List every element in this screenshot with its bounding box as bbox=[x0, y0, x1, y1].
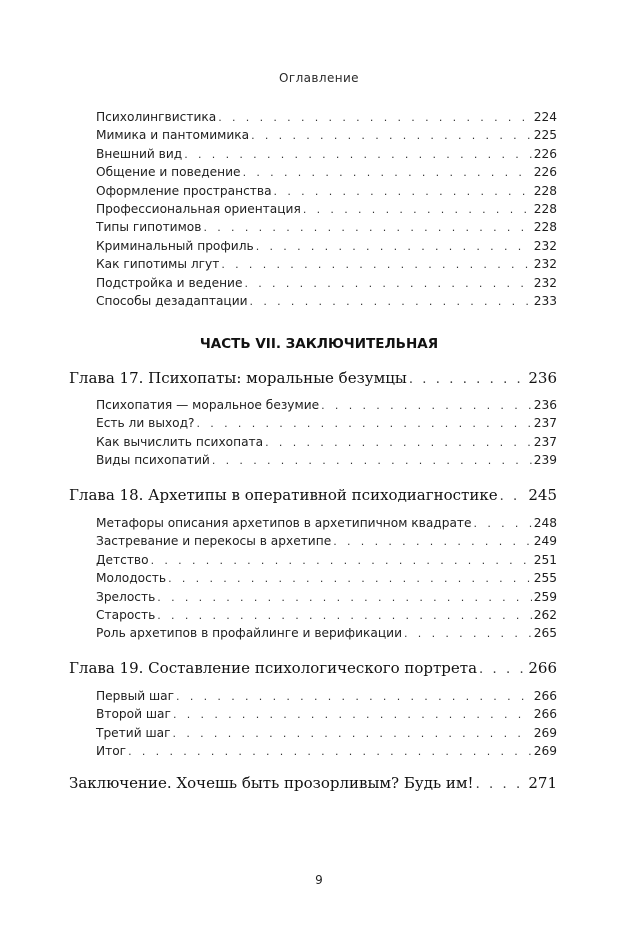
toc-entry-title: Психолингвистика bbox=[96, 110, 217, 124]
toc-entry[interactable] bbox=[96, 624, 557, 642]
dot-leader bbox=[333, 533, 532, 551]
toc-entry-title: Виды психопатий bbox=[96, 453, 210, 468]
page-number: 9 bbox=[315, 873, 323, 887]
toc-entry[interactable] bbox=[96, 237, 557, 255]
dot-leader bbox=[243, 164, 532, 182]
toc-entry-page: 226 bbox=[533, 165, 557, 180]
toc-chapter-17[interactable] bbox=[69, 367, 557, 389]
toc-entry-title: Детство bbox=[96, 552, 149, 567]
part-heading: ЧАСТЬ VII. ЗАКЛЮЧИТЕЛЬНАЯ bbox=[199, 336, 439, 352]
toc-entry-title: Подстройка и ведение bbox=[96, 275, 243, 290]
dot-leader bbox=[500, 486, 527, 508]
toc-entry[interactable] bbox=[96, 687, 557, 705]
chapter-page: 236 bbox=[528, 369, 557, 387]
toc-entry[interactable] bbox=[96, 569, 557, 587]
running-title: Оглавление bbox=[279, 71, 359, 85]
toc-entry-page: 237 bbox=[533, 434, 557, 449]
dot-leader bbox=[321, 397, 532, 415]
dot-leader bbox=[203, 219, 531, 237]
toc-entry-page: 239 bbox=[533, 453, 557, 468]
chapter-18-sections bbox=[96, 514, 557, 643]
toc-entry[interactable] bbox=[96, 551, 557, 569]
toc-entry-title: Итог bbox=[96, 744, 127, 759]
toc-entry[interactable] bbox=[96, 396, 557, 414]
toc-entry[interactable] bbox=[96, 200, 557, 218]
toc-chapter-19[interactable] bbox=[69, 657, 557, 679]
toc-entry-page: 232 bbox=[533, 275, 557, 290]
toc-entry-title: Второй шаг bbox=[96, 707, 171, 722]
toc-entry[interactable] bbox=[96, 218, 557, 236]
toc-entry-page: 255 bbox=[533, 571, 557, 586]
toc-entry[interactable] bbox=[96, 451, 557, 469]
chapter-19-sections bbox=[96, 687, 557, 761]
dot-leader bbox=[303, 201, 532, 219]
toc-entry-title: Старость bbox=[96, 607, 156, 622]
toc-entry-page: 224 bbox=[533, 110, 557, 124]
dot-leader bbox=[274, 183, 532, 201]
toc-entry[interactable] bbox=[96, 163, 557, 181]
toc-entry-page: 248 bbox=[533, 516, 557, 530]
toc-entry[interactable] bbox=[96, 724, 557, 742]
conclusion-title: Заключение. Хочешь быть прозорливым? Будь им! bbox=[69, 774, 474, 792]
toc-entry-page: 226 bbox=[533, 146, 557, 161]
toc-entry[interactable] bbox=[96, 705, 557, 723]
dot-leader bbox=[476, 774, 527, 796]
toc-entry-page: 249 bbox=[533, 534, 557, 549]
chapter-17-sections bbox=[96, 396, 557, 470]
toc-entry-title: Как гипотимы лгут bbox=[96, 257, 220, 272]
toc-entry-title: Молодость bbox=[96, 571, 167, 586]
dot-leader bbox=[221, 256, 531, 274]
toc-entry-title: Общение и поведение bbox=[96, 165, 241, 180]
toc-entry[interactable] bbox=[96, 182, 557, 200]
toc-section-list bbox=[96, 108, 557, 310]
toc-entry-title: Способы дезадаптации bbox=[96, 293, 248, 308]
toc-entry[interactable] bbox=[96, 532, 557, 550]
dot-leader bbox=[173, 725, 532, 743]
dot-leader bbox=[212, 452, 532, 470]
dot-leader bbox=[474, 515, 532, 533]
dot-leader bbox=[168, 570, 532, 588]
toc-entry-page: 233 bbox=[533, 293, 557, 308]
toc-entry-page: 266 bbox=[533, 689, 557, 703]
toc-entry-title: Профессиональная ориентация bbox=[96, 201, 301, 216]
toc-entry[interactable] bbox=[96, 433, 557, 451]
toc-entry-title: Психопатия — моральное безумие bbox=[96, 398, 320, 412]
dot-leader bbox=[157, 589, 531, 607]
toc-entry-page: 232 bbox=[533, 238, 557, 253]
dot-leader bbox=[197, 415, 532, 433]
toc-entry[interactable] bbox=[96, 514, 557, 532]
toc-entry-page: 228 bbox=[533, 220, 557, 235]
toc-entry-title: Третий шаг bbox=[96, 725, 171, 740]
toc-entry-title: Первый шаг bbox=[96, 689, 175, 703]
toc-entry-page: 232 bbox=[533, 257, 557, 272]
toc-entry-title: Застревание и перекосы в архетипе bbox=[96, 534, 332, 549]
dot-leader bbox=[244, 275, 531, 293]
toc-entry[interactable] bbox=[96, 274, 557, 292]
chapter-title: Глава 19. Составление психологического портрета bbox=[69, 659, 478, 677]
toc-entry-page: 269 bbox=[533, 744, 557, 759]
dot-leader bbox=[128, 743, 532, 761]
toc-entry-title: Мимика и пантомимика bbox=[96, 128, 250, 143]
toc-entry-page: 266 bbox=[533, 707, 557, 722]
toc-entry[interactable] bbox=[96, 292, 557, 310]
dot-leader bbox=[218, 109, 532, 127]
toc-entry-page: 259 bbox=[533, 589, 557, 604]
toc-entry[interactable] bbox=[96, 126, 557, 144]
toc-entry[interactable] bbox=[96, 255, 557, 273]
toc-entry-page: 236 bbox=[533, 398, 557, 412]
chapter-page: 245 bbox=[528, 486, 557, 504]
toc-entry[interactable] bbox=[96, 145, 557, 163]
toc-entry-title: Оформление пространства bbox=[96, 183, 272, 198]
toc-entry-page: 225 bbox=[533, 128, 557, 143]
conclusion-page: 271 bbox=[528, 774, 557, 792]
toc-entry-page: 265 bbox=[533, 626, 557, 641]
toc-entry-title: Роль архетипов в профайлинге и верификации bbox=[96, 626, 402, 641]
toc-entry-page: 228 bbox=[533, 201, 557, 216]
toc-entry-page: 237 bbox=[533, 416, 557, 431]
toc-entry[interactable] bbox=[96, 414, 557, 432]
dot-leader bbox=[250, 293, 532, 311]
toc-entry-title: Зрелость bbox=[96, 589, 156, 604]
dot-leader bbox=[265, 434, 532, 452]
chapter-title: Глава 18. Архетипы в оперативной психодиагностике bbox=[69, 486, 498, 504]
toc-entry[interactable] bbox=[96, 606, 557, 624]
dot-leader bbox=[409, 369, 527, 391]
toc-entry-title: Криминальный профиль bbox=[96, 238, 254, 253]
chapter-page: 266 bbox=[528, 659, 557, 677]
toc-entry[interactable] bbox=[96, 742, 557, 760]
dot-leader bbox=[404, 625, 532, 643]
dot-leader bbox=[256, 238, 532, 256]
toc-entry-page: 262 bbox=[533, 607, 557, 622]
toc-entry-page: 269 bbox=[533, 725, 557, 740]
toc-entry-title: Внешний вид bbox=[96, 146, 183, 161]
dot-leader bbox=[157, 607, 531, 625]
toc-entry-page: 251 bbox=[533, 552, 557, 567]
toc-entry-title: Метафоры описания архетипов в архетипичном квадрате bbox=[96, 516, 472, 530]
dot-leader bbox=[173, 706, 532, 724]
toc-entry-page: 228 bbox=[533, 183, 557, 198]
dot-leader bbox=[479, 659, 526, 681]
toc-entry[interactable] bbox=[96, 108, 557, 126]
toc-entry-title: Типы гипотимов bbox=[96, 220, 202, 235]
toc-entry-title: Есть ли выход? bbox=[96, 416, 195, 431]
dot-leader bbox=[176, 688, 532, 706]
dot-leader bbox=[251, 127, 532, 145]
chapter-title: Глава 17. Психопаты: моральные безумцы bbox=[69, 369, 407, 387]
dot-leader bbox=[151, 552, 532, 570]
toc-conclusion[interactable] bbox=[69, 772, 557, 794]
toc-entry-title: Как вычислить психопата bbox=[96, 434, 264, 449]
toc-entry[interactable] bbox=[96, 588, 557, 606]
dot-leader bbox=[184, 146, 532, 164]
toc-chapter-18[interactable] bbox=[69, 484, 557, 506]
